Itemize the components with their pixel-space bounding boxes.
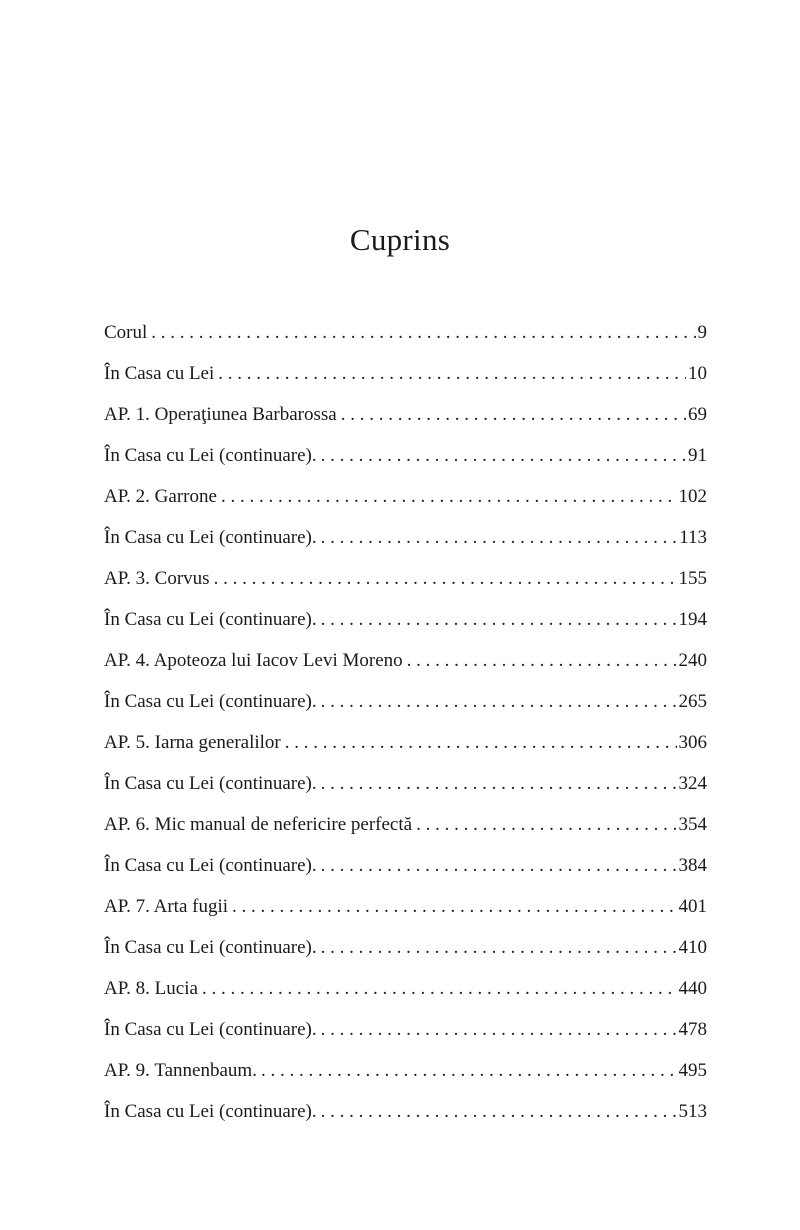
toc-page-number: 102 bbox=[678, 486, 707, 507]
dot-leader bbox=[321, 845, 677, 886]
toc-page-number: 155 bbox=[678, 568, 707, 589]
toc-page-number: 194 bbox=[678, 609, 707, 630]
dot-leader bbox=[407, 640, 677, 681]
dot-leader bbox=[321, 1009, 677, 1050]
toc-entry bbox=[104, 599, 707, 640]
toc-page-number: 513 bbox=[678, 1101, 707, 1122]
dot-leader bbox=[321, 927, 677, 968]
toc-entry-title: AP. 2. Garrone bbox=[104, 486, 217, 507]
toc-entry-title: AP. 5. Iarna generalilor bbox=[104, 732, 281, 753]
toc-entry-title: AP. 8. Lucia bbox=[104, 978, 198, 999]
toc-entry bbox=[104, 394, 707, 435]
toc-entry bbox=[104, 927, 707, 968]
toc-page-number: 401 bbox=[678, 896, 707, 917]
dot-leader bbox=[321, 1091, 677, 1132]
dot-leader bbox=[221, 476, 677, 517]
toc-entry bbox=[104, 1050, 707, 1091]
toc-entry-title: În Casa cu Lei (continuare). bbox=[104, 773, 317, 794]
toc-page-number: 9 bbox=[697, 322, 707, 343]
toc-page-number: 478 bbox=[678, 1019, 707, 1040]
dot-leader bbox=[321, 599, 677, 640]
toc-entry bbox=[104, 517, 707, 558]
dot-leader bbox=[151, 312, 695, 353]
dot-leader bbox=[218, 353, 686, 394]
toc-entry bbox=[104, 1009, 707, 1050]
toc-page-number: 91 bbox=[688, 445, 707, 466]
toc-page-number: 440 bbox=[678, 978, 707, 999]
page-title: Cuprins bbox=[349, 222, 451, 257]
toc-page-number: 240 bbox=[678, 650, 707, 671]
toc-entry-title: În Casa cu Lei bbox=[104, 363, 215, 384]
dot-leader bbox=[214, 558, 677, 599]
dot-leader bbox=[321, 681, 677, 722]
dot-leader bbox=[261, 1050, 677, 1091]
toc-page-number: 10 bbox=[688, 363, 707, 384]
toc-entry bbox=[104, 968, 707, 1009]
dot-leader bbox=[321, 435, 686, 476]
dot-leader bbox=[341, 394, 686, 435]
toc-entry bbox=[104, 558, 707, 599]
toc-entry bbox=[104, 640, 707, 681]
toc-entry-title: AP. 6. Mic manual de nefericire perfectă bbox=[104, 814, 413, 835]
toc-entry-title: În Casa cu Lei (continuare). bbox=[104, 855, 317, 876]
toc-entry bbox=[104, 312, 707, 353]
toc-entry bbox=[104, 681, 707, 722]
dot-leader bbox=[202, 968, 677, 1009]
toc-entry-title: În Casa cu Lei (continuare). bbox=[104, 1019, 317, 1040]
toc-entry bbox=[104, 845, 707, 886]
toc-page-number: 354 bbox=[678, 814, 707, 835]
toc-page-number: 69 bbox=[688, 404, 707, 425]
toc-page-number: 410 bbox=[678, 937, 707, 958]
toc-entry bbox=[104, 1091, 707, 1132]
toc-entry bbox=[104, 476, 707, 517]
dot-leader bbox=[321, 763, 677, 804]
dot-leader bbox=[416, 804, 676, 845]
dot-leader bbox=[321, 517, 678, 558]
toc-entry bbox=[104, 763, 707, 804]
toc-page-number: 384 bbox=[678, 855, 707, 876]
toc-entry-title: AP. 4. Apoteoza lui Iacov Levi Moreno bbox=[104, 650, 403, 671]
dot-leader bbox=[232, 886, 676, 927]
toc-page-number: 306 bbox=[678, 732, 707, 753]
toc-entry-title: În Casa cu Lei (continuare). bbox=[104, 1101, 317, 1122]
toc-entry-title: În Casa cu Lei (continuare). bbox=[104, 937, 317, 958]
toc-entry-title: În Casa cu Lei (continuare). bbox=[104, 609, 317, 630]
toc-entry bbox=[104, 353, 707, 394]
toc-page-number: 324 bbox=[678, 773, 707, 794]
toc-page-number: 495 bbox=[678, 1060, 707, 1081]
toc-entry bbox=[104, 722, 707, 763]
toc-entry bbox=[104, 435, 707, 476]
table-of-contents bbox=[104, 312, 707, 1132]
toc-entry bbox=[104, 886, 707, 927]
toc-entry-title: AP. 1. Operaţiunea Barbarossa bbox=[104, 404, 337, 425]
toc-entry-title: În Casa cu Lei (continuare). bbox=[104, 527, 317, 548]
toc-entry-title: În Casa cu Lei (continuare). bbox=[104, 445, 317, 466]
toc-entry-title: AP. 9. Tannenbaum. bbox=[104, 1060, 257, 1081]
toc-entry-title: Corul bbox=[104, 322, 148, 343]
toc-entry-title: AP. 3. Corvus bbox=[104, 568, 210, 589]
toc-entry-title: AP. 7. Arta fugii bbox=[104, 896, 229, 917]
toc-entry bbox=[104, 804, 707, 845]
toc-entry-title: În Casa cu Lei (continuare). bbox=[104, 691, 317, 712]
dot-leader bbox=[285, 722, 677, 763]
toc-page-number: 113 bbox=[679, 527, 707, 548]
toc-page-number: 265 bbox=[678, 691, 707, 712]
